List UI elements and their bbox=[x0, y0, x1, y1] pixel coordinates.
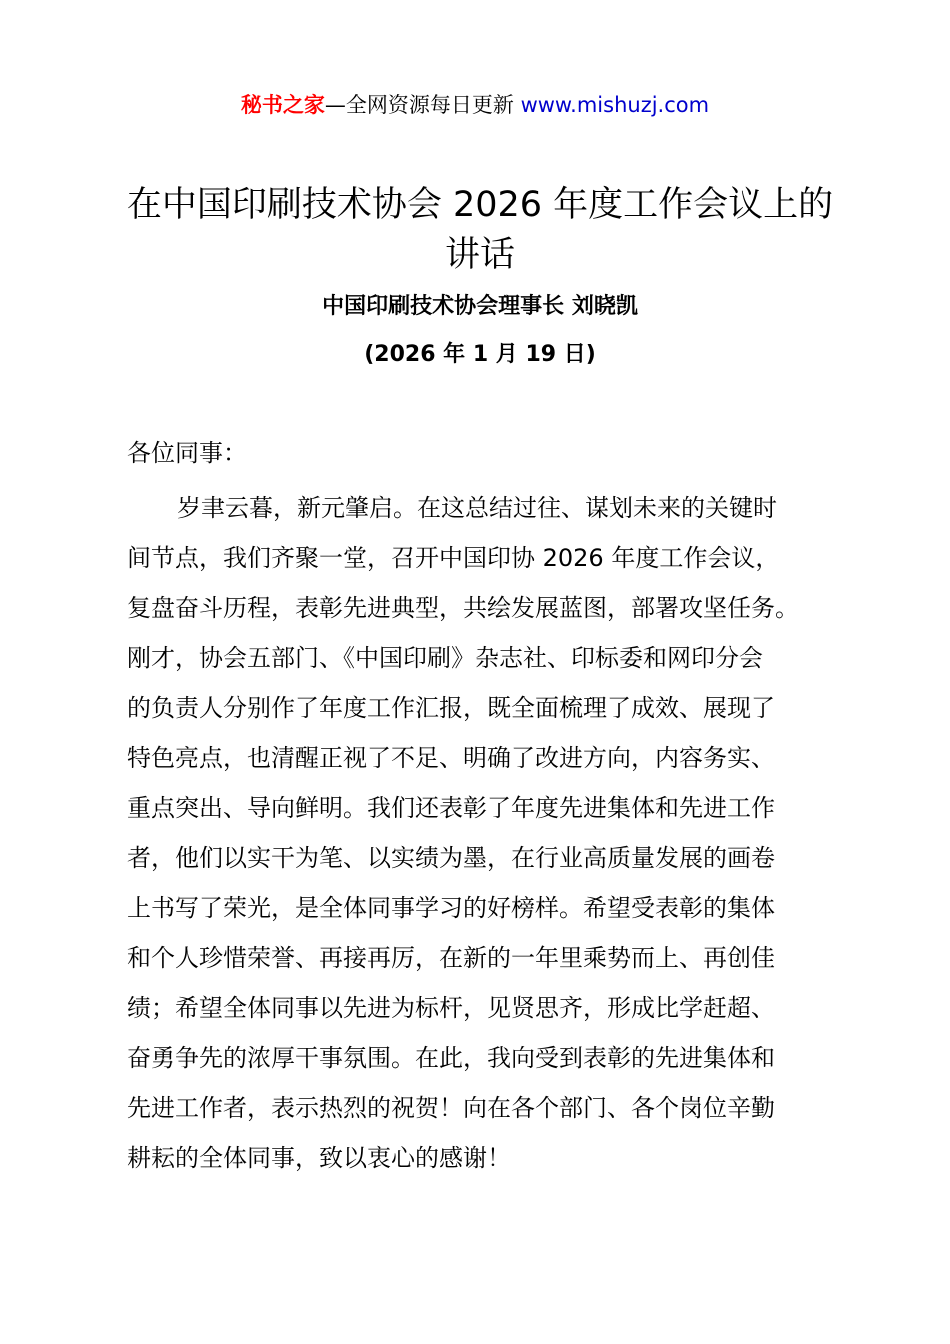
title-line-2: 讲话 bbox=[444, 235, 515, 275]
body-line: 复盘奋斗历程，表彰先进典型，共绘发展蓝图，部署攻坚任务。 bbox=[127, 594, 799, 622]
site-url-link[interactable]: www.mishuzj.com bbox=[520, 93, 710, 117]
site-brand: 秘书之家 bbox=[240, 93, 325, 117]
body-line: 先进工作者，表示热烈的祝贺！向在各个部门、各个岗位辛勤 bbox=[127, 1094, 775, 1122]
body-line: 上书写了荣光，是全体同事学习的好榜样。希望受表彰的集体 bbox=[127, 894, 775, 922]
body-line: 奋勇争先的浓厚干事氛围。在此，我向受到表彰的先进集体和 bbox=[127, 1044, 775, 1072]
title-line-1: 在中国印刷技术协会 2026 年度工作会议上的 bbox=[126, 185, 834, 225]
body-line: 和个人珍惜荣誉、再接再厉，在新的一年里乘势而上、再创佳 bbox=[127, 944, 775, 972]
body-line: 耕耘的全体同事，致以衷心的感谢！ bbox=[127, 1144, 511, 1172]
document-title bbox=[100, 180, 860, 280]
site-header bbox=[0, 88, 950, 122]
body-line: 者，他们以实干为笔、以实绩为墨，在行业高质量发展的画卷 bbox=[127, 844, 775, 872]
body-line: 重点突出、导向鲜明。我们还表彰了年度先进集体和先进工作 bbox=[127, 794, 775, 822]
document-author: 中国印刷技术协会理事长 刘晓凯 bbox=[322, 294, 638, 319]
body-line: 的负责人分别作了年度工作汇报，既全面梳理了成效、展现了 bbox=[127, 694, 775, 722]
body-line: 间节点，我们齐聚一堂，召开中国印协 2026 年度工作会议， bbox=[127, 544, 780, 572]
document-date: (2026 年 1 月 19 日) bbox=[364, 342, 596, 367]
body-line: 岁聿云暮，新元肇启。在这总结过往、谋划未来的关键时 bbox=[177, 494, 777, 522]
salutation: 各位同事： bbox=[127, 439, 247, 467]
body-line: 特色亮点，也清醒正视了不足、明确了改进方向，内容务实、 bbox=[127, 744, 775, 772]
body-paragraph bbox=[127, 483, 837, 1183]
body-line: 刚才，协会五部门、《中国印刷》杂志社、印标委和网印分会 bbox=[127, 644, 763, 672]
site-tagline: —全网资源每日更新 bbox=[324, 93, 514, 117]
body-line: 绩；希望全体同事以先进为标杆，见贤思齐，形成比学赶超、 bbox=[127, 994, 775, 1022]
